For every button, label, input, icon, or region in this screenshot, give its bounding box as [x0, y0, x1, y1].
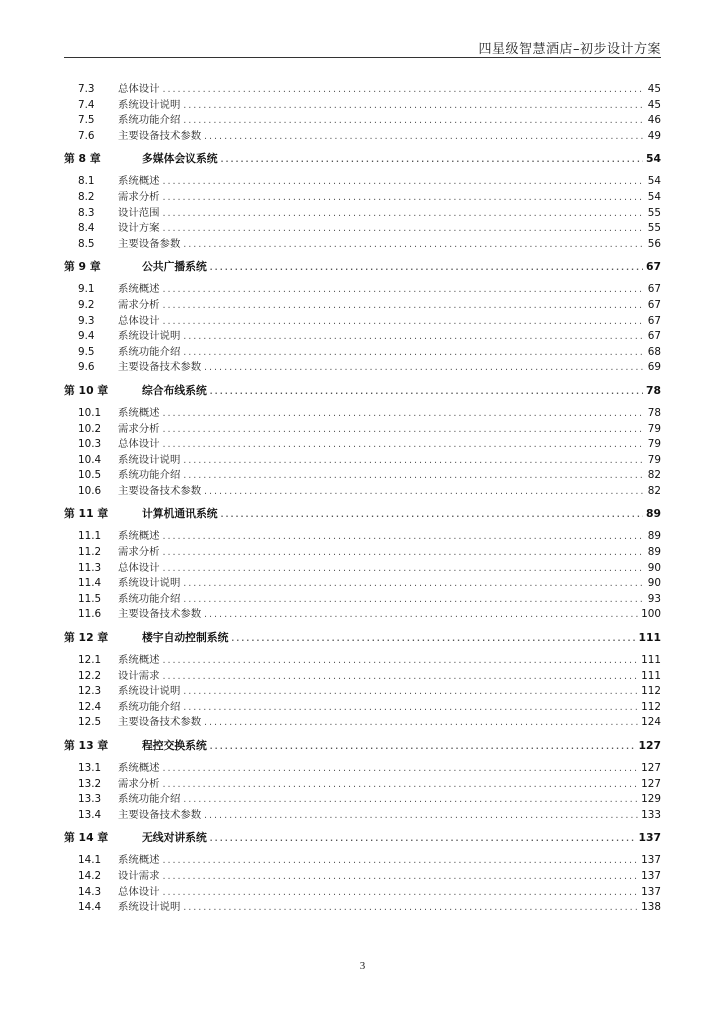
toc-entry-title: 主要设备技术参数 [118, 484, 202, 497]
toc-section-entry[interactable] [64, 453, 661, 469]
toc-section-entry[interactable] [64, 113, 661, 129]
toc-entry-number: 14.1 [78, 854, 102, 867]
toc-entry-number: 11.1 [78, 530, 102, 543]
toc-section-entry[interactable] [64, 406, 661, 422]
toc-entry-title: 主要设备技术参数 [118, 608, 202, 621]
toc-dot-leader [162, 314, 643, 330]
table-of-contents [64, 82, 661, 916]
toc-chapter-entry[interactable] [64, 150, 661, 168]
toc-entry-page: 45 [647, 98, 661, 111]
toc-entry-page: 129 [641, 793, 661, 806]
toc-entry-number: 10.5 [78, 469, 102, 482]
toc-dot-leader [162, 282, 643, 298]
toc-entry-page: 127 [638, 739, 661, 752]
toc-entry-title: 主要设备技术参数 [118, 129, 202, 142]
toc-entry-title: 需求分析 [118, 190, 160, 203]
toc-dot-leader [162, 545, 643, 561]
toc-dot-leader [182, 900, 639, 916]
toc-section-entry[interactable] [64, 190, 661, 206]
toc-chapter-entry[interactable] [64, 629, 661, 647]
toc-entry-title: 系统功能介绍 [118, 700, 181, 713]
toc-entry-title: 设计范围 [118, 206, 160, 219]
toc-dot-leader [162, 437, 643, 453]
toc-entry-number: 10.3 [78, 438, 102, 451]
toc-entry-number: 9.4 [78, 330, 95, 343]
toc-entry-number: 10.6 [78, 484, 102, 497]
toc-entry-title: 计算机通讯系统 [142, 507, 218, 521]
toc-entry-page: 54 [647, 190, 661, 203]
toc-entry-number: 12.3 [78, 685, 102, 698]
toc-chapter-entry[interactable] [64, 382, 661, 400]
toc-entry-title: 需求分析 [118, 422, 160, 435]
toc-entry-number: 13.2 [78, 777, 102, 790]
toc-section-entry[interactable] [64, 360, 661, 376]
toc-entry-title: 系统功能介绍 [118, 345, 181, 358]
toc-entry-number: 9.1 [78, 283, 95, 296]
toc-dot-leader [209, 259, 643, 276]
toc-entry-title: 系统功能介绍 [118, 793, 181, 806]
toc-entry-title: 主要设备技术参数 [118, 716, 202, 729]
toc-section-entry[interactable] [64, 684, 661, 700]
toc-entry-page: 55 [647, 222, 661, 235]
toc-entry-page: 68 [647, 345, 661, 358]
toc-entry-page: 111 [641, 669, 661, 682]
toc-entry-page: 112 [641, 700, 661, 713]
toc-entry-number: 第 11 章 [64, 507, 109, 521]
toc-section-entry[interactable] [64, 576, 661, 592]
toc-entry-number: 8.5 [78, 237, 95, 250]
toc-dot-leader [230, 630, 636, 647]
toc-entry-title: 系统设计说明 [118, 577, 181, 590]
toc-entry-page: 127 [641, 777, 661, 790]
toc-dot-leader [182, 98, 643, 114]
toc-chapter-entry[interactable] [64, 737, 661, 755]
toc-section-entry[interactable] [64, 298, 661, 314]
toc-entry-page: 111 [641, 654, 661, 667]
toc-entry-page: 67 [647, 314, 661, 327]
toc-dot-leader [182, 592, 643, 608]
toc-entry-page: 138 [641, 901, 661, 914]
toc-dot-leader [209, 383, 643, 400]
toc-section-entry[interactable] [64, 221, 661, 237]
toc-dot-leader [203, 360, 643, 376]
toc-section-entry[interactable] [64, 853, 661, 869]
toc-entry-page: 78 [647, 406, 661, 419]
toc-dot-leader [162, 529, 643, 545]
toc-dot-leader [162, 190, 643, 206]
toc-dot-leader [203, 484, 643, 500]
toc-entry-page: 111 [638, 631, 661, 645]
toc-entry-page: 79 [647, 453, 661, 466]
toc-entry-number: 9.2 [78, 298, 95, 311]
toc-entry-number: 7.4 [78, 98, 95, 111]
toc-section-entry[interactable] [64, 808, 661, 824]
document-header-title: 四星级智慧酒店–初步设计方案 [478, 42, 661, 57]
toc-entry-page: 89 [647, 530, 661, 543]
toc-entry-number: 11.4 [78, 577, 102, 590]
toc-entry-number: 第 8 章 [64, 152, 101, 166]
toc-section-entry[interactable] [64, 869, 661, 885]
toc-entry-page: 55 [647, 206, 661, 219]
toc-entry-page: 67 [647, 298, 661, 311]
toc-entry-title: 主要设备参数 [118, 237, 181, 250]
toc-dot-leader [162, 777, 640, 793]
toc-entry-number: 第 14 章 [64, 831, 109, 845]
toc-section-entry[interactable] [64, 545, 661, 561]
toc-section-entry[interactable] [64, 237, 661, 253]
toc-entry-title: 系统设计说明 [118, 901, 181, 914]
toc-dot-leader [209, 738, 637, 755]
toc-entry-title: 无线对讲系统 [142, 831, 207, 845]
toc-entry-title: 设计需求 [118, 869, 160, 882]
toc-entry-page: 67 [645, 260, 661, 274]
toc-entry-number: 14.3 [78, 885, 102, 898]
toc-section-entry[interactable] [64, 422, 661, 438]
toc-entry-number: 12.2 [78, 669, 102, 682]
toc-entry-page: 79 [647, 422, 661, 435]
toc-dot-leader [182, 576, 643, 592]
toc-entry-page: 137 [638, 831, 661, 845]
toc-entry-number: 10.2 [78, 422, 102, 435]
toc-entry-page: 100 [641, 608, 661, 621]
toc-dot-leader [182, 329, 643, 345]
toc-section-entry[interactable] [64, 653, 661, 669]
toc-section-entry[interactable] [64, 592, 661, 608]
toc-entry-page: 54 [645, 152, 661, 166]
toc-entry-number: 12.5 [78, 716, 102, 729]
toc-dot-leader [182, 700, 639, 716]
toc-dot-leader [162, 422, 643, 438]
toc-section-entry[interactable] [64, 561, 661, 577]
toc-section-entry[interactable] [64, 900, 661, 916]
toc-entry-title: 系统设计说明 [118, 453, 181, 466]
toc-dot-leader [162, 869, 640, 885]
toc-dot-leader [203, 607, 639, 623]
toc-entry-title: 总体设计 [118, 561, 160, 574]
toc-section-entry[interactable] [64, 761, 661, 777]
toc-dot-leader [162, 82, 643, 98]
toc-entry-page: 90 [647, 561, 661, 574]
toc-entry-page: 46 [647, 114, 661, 127]
toc-entry-title: 系统功能介绍 [118, 592, 181, 605]
toc-entry-title: 需求分析 [118, 777, 160, 790]
toc-entry-number: 7.6 [78, 129, 95, 142]
toc-dot-leader [162, 761, 640, 777]
toc-section-entry[interactable] [64, 437, 661, 453]
toc-section-entry[interactable] [64, 174, 661, 190]
toc-entry-title: 总体设计 [118, 438, 160, 451]
toc-section-entry[interactable] [64, 607, 661, 623]
toc-dot-leader [182, 237, 643, 253]
toc-entry-title: 系统概述 [118, 654, 160, 667]
toc-entry-number: 9.3 [78, 314, 95, 327]
toc-entry-title: 总体设计 [118, 314, 160, 327]
toc-entry-title: 设计方案 [118, 222, 160, 235]
toc-dot-leader [162, 221, 643, 237]
toc-entry-title: 系统设计说明 [118, 685, 181, 698]
toc-entry-page: 137 [641, 885, 661, 898]
toc-dot-leader [162, 174, 643, 190]
toc-entry-number: 14.4 [78, 901, 102, 914]
toc-dot-leader [162, 853, 640, 869]
toc-entry-number: 第 13 章 [64, 739, 109, 752]
toc-dot-leader [182, 453, 643, 469]
toc-entry-page: 79 [647, 438, 661, 451]
toc-entry-page: 45 [647, 83, 661, 95]
toc-chapter-entry[interactable] [64, 829, 661, 847]
toc-dot-leader [182, 113, 643, 129]
toc-entry-page: 82 [647, 484, 661, 497]
toc-entry-number: 8.3 [78, 206, 95, 219]
toc-entry-title: 系统设计说明 [118, 330, 181, 343]
toc-entry-title: 公共广播系统 [142, 260, 207, 274]
toc-entry-number: 8.4 [78, 222, 95, 235]
page-number: 3 [359, 960, 366, 972]
toc-entry-title: 系统概述 [118, 406, 160, 419]
toc-entry-number: 11.2 [78, 546, 102, 559]
toc-entry-number: 13.1 [78, 762, 102, 774]
toc-entry-page: 133 [641, 808, 661, 821]
toc-section-entry[interactable] [64, 669, 661, 685]
toc-entry-number: 9.6 [78, 361, 95, 374]
toc-entry-number: 10.1 [78, 406, 102, 419]
toc-entry-page: 112 [641, 685, 661, 698]
toc-entry-title: 主要设备技术参数 [118, 808, 202, 821]
toc-entry-title: 系统概述 [118, 175, 160, 188]
toc-dot-leader [182, 684, 639, 700]
toc-chapter-entry[interactable] [64, 258, 661, 276]
toc-section-entry[interactable] [64, 700, 661, 716]
toc-entry-page: 93 [647, 592, 661, 605]
toc-entry-title: 楼宇自动控制系统 [142, 631, 229, 645]
toc-section-entry[interactable] [64, 314, 661, 330]
toc-entry-number: 10.4 [78, 453, 102, 466]
toc-section-entry[interactable] [64, 885, 661, 901]
toc-entry-page: 49 [647, 129, 661, 142]
toc-entry-page: 78 [645, 383, 661, 397]
toc-entry-number: 8.1 [78, 175, 95, 188]
toc-dot-leader [162, 406, 643, 422]
toc-entry-title: 主要设备技术参数 [118, 361, 202, 374]
toc-section-entry[interactable] [64, 715, 661, 731]
toc-dot-leader [203, 129, 643, 145]
toc-dot-leader [203, 808, 639, 824]
toc-entry-number: 13.3 [78, 793, 102, 806]
toc-entry-number: 第 10 章 [64, 383, 109, 397]
toc-entry-page: 67 [647, 283, 661, 296]
toc-entry-page: 89 [647, 546, 661, 559]
toc-entry-page: 69 [647, 361, 661, 374]
toc-entry-page: 54 [647, 175, 661, 188]
toc-section-entry[interactable] [64, 206, 661, 222]
toc-dot-leader [162, 206, 643, 222]
toc-entry-number: 第 9 章 [64, 260, 101, 274]
toc-entry-title: 综合布线系统 [142, 383, 207, 397]
toc-entry-page: 90 [647, 577, 661, 590]
toc-dot-leader [182, 345, 643, 361]
toc-dot-leader [182, 792, 639, 808]
toc-entry-number: 9.5 [78, 345, 95, 358]
toc-entry-number: 11.5 [78, 592, 102, 605]
toc-section-entry[interactable] [64, 282, 661, 298]
toc-entry-title: 总体设计 [118, 885, 160, 898]
toc-entry-page: 89 [645, 507, 661, 521]
toc-chapter-entry[interactable] [64, 505, 661, 523]
toc-entry-title: 多媒体会议系统 [142, 152, 218, 166]
toc-entry-title: 系统功能介绍 [118, 114, 181, 127]
toc-entry-page: 127 [641, 762, 661, 774]
toc-section-entry[interactable] [64, 484, 661, 500]
toc-entry-number: 第 12 章 [64, 631, 109, 645]
toc-entry-page: 124 [641, 716, 661, 729]
toc-entry-title: 系统概述 [118, 530, 160, 543]
toc-dot-leader [203, 715, 639, 731]
toc-entry-title: 总体设计 [118, 83, 160, 95]
toc-section-entry[interactable] [64, 82, 661, 98]
toc-dot-leader [209, 830, 637, 847]
toc-entry-title: 需求分析 [118, 298, 160, 311]
toc-section-entry[interactable] [64, 98, 661, 114]
toc-entry-title: 系统概述 [118, 854, 160, 867]
toc-entry-number: 7.3 [78, 83, 95, 95]
toc-entry-title: 系统设计说明 [118, 98, 181, 111]
toc-entry-page: 137 [641, 869, 661, 882]
toc-entry-page: 82 [647, 469, 661, 482]
toc-dot-leader [162, 298, 643, 314]
toc-dot-leader [220, 506, 643, 523]
toc-entry-number: 11.6 [78, 608, 102, 621]
toc-dot-leader [220, 151, 643, 168]
toc-section-entry[interactable] [64, 345, 661, 361]
toc-entry-page: 56 [647, 237, 661, 250]
toc-entry-number: 13.4 [78, 808, 102, 821]
toc-entry-page: 137 [641, 854, 661, 867]
toc-section-entry[interactable] [64, 529, 661, 545]
toc-entry-title: 需求分析 [118, 546, 160, 559]
toc-dot-leader [162, 669, 640, 685]
toc-section-entry[interactable] [64, 777, 661, 793]
header-rule [64, 57, 661, 58]
toc-entry-page: 67 [647, 330, 661, 343]
toc-dot-leader [162, 653, 640, 669]
toc-entry-title: 程控交换系统 [142, 739, 207, 752]
toc-dot-leader [162, 561, 643, 577]
toc-entry-title: 系统功能介绍 [118, 469, 181, 482]
toc-entry-title: 系统概述 [118, 283, 160, 296]
toc-section-entry[interactable] [64, 792, 661, 808]
toc-entry-number: 14.2 [78, 869, 102, 882]
toc-dot-leader [182, 468, 643, 484]
toc-entry-title: 系统概述 [118, 762, 160, 774]
toc-section-entry[interactable] [64, 468, 661, 484]
toc-section-entry[interactable] [64, 329, 661, 345]
toc-dot-leader [162, 885, 640, 901]
toc-entry-number: 11.3 [78, 561, 102, 574]
toc-entry-number: 12.1 [78, 654, 102, 667]
toc-entry-number: 7.5 [78, 114, 95, 127]
toc-entry-number: 12.4 [78, 700, 102, 713]
toc-entry-title: 设计需求 [118, 669, 160, 682]
toc-entry-number: 8.2 [78, 190, 95, 203]
toc-section-entry[interactable] [64, 129, 661, 145]
